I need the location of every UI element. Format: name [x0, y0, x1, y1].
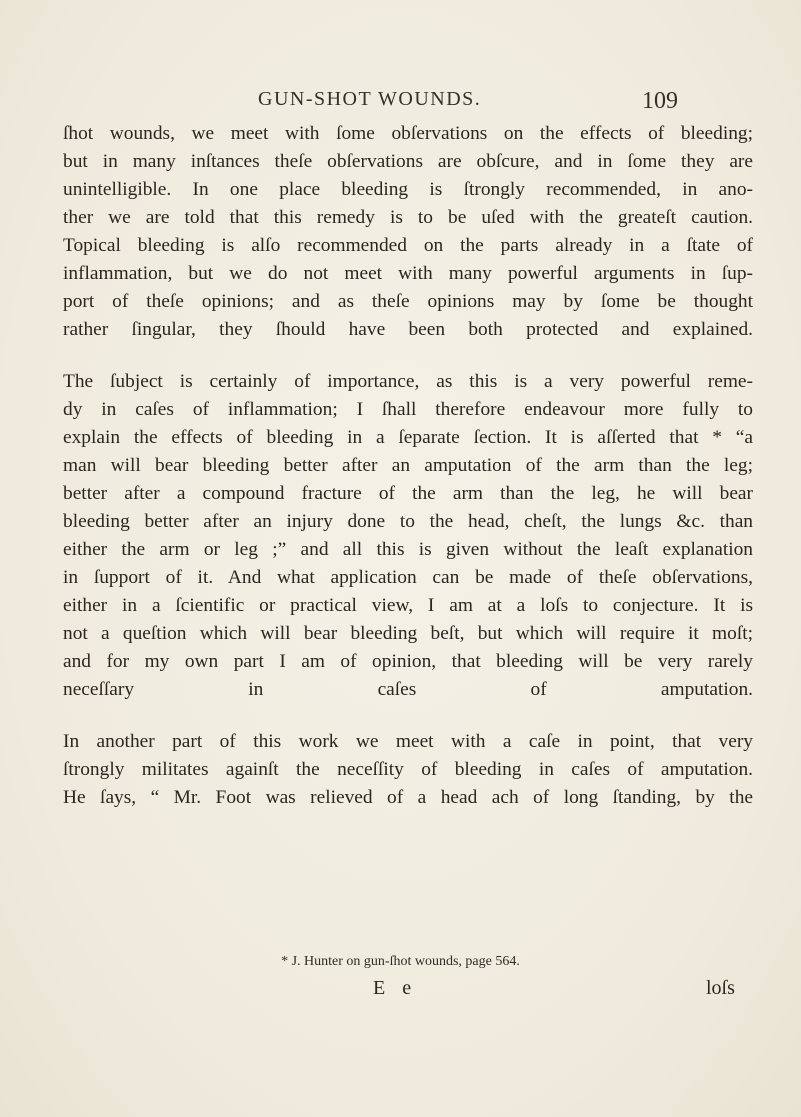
text-line: ſtrongly militates againſt the neceſſity of bleeding in caſes of amputation.	[63, 759, 753, 780]
paragraph-gap	[63, 704, 753, 728]
text-line: and for my own part I am of opinion, that bleeding will be very rarely	[63, 651, 753, 672]
page-footer	[0, 977, 801, 1007]
paragraph	[63, 728, 753, 812]
text-line: dy in caſes of inflammation; I ſhall therefore endeavour more fully to	[63, 399, 753, 420]
text-line: in ſupport of it. And what application can be made of theſe obſervations,	[63, 567, 753, 588]
text-line: either in a ſcientific or practical view, I am at a loſs to conjecture. It is	[63, 595, 753, 616]
text-line: inflammation, but we do not meet with many powerful arguments in ſup-	[63, 263, 753, 284]
text-line: better after a compound fracture of the arm than the leg, he will bear	[63, 483, 753, 504]
text-line: either the arm or leg ;” and all this is given without the leaſt explanation	[63, 539, 753, 560]
text-line: unintelligible. In one place bleeding is ſtrongly recommended, in ano-	[63, 179, 753, 200]
text-line: Topical bleeding is alſo recommended on the parts already in a ſtate of	[63, 235, 753, 256]
text-line: rather ſingular, they ſhould have been both protected and explained.	[63, 319, 753, 340]
text-line: port of theſe opinions; and as theſe opinions may by ſome be thought	[63, 291, 753, 312]
text-line: man will bear bleeding better after an amputation of the arm than the leg;	[63, 455, 753, 476]
paragraph	[63, 120, 753, 344]
text-line: ſhot wounds, we meet with ſome obſervations on the effects of bleeding;	[63, 123, 753, 144]
running-head: GUN-SHOT WOUNDS.	[258, 88, 482, 110]
text-line: He ſays, “ Mr. Foot was relieved of a head ach of long ſtanding, by the	[63, 787, 753, 808]
text-line: not a queſtion which will bear bleeding beſt, but which will require it moſt;	[63, 623, 753, 644]
page-number: 109	[642, 88, 678, 114]
text-line: but in many inſtances theſe obſervations are obſcure, and in ſome they are	[63, 151, 753, 172]
footnote: * J. Hunter on gun-ſhot wounds, page 564.	[281, 954, 520, 969]
text-line: explain the effects of bleeding in a ſeparate ſection. It is aſſerted that * “a	[63, 427, 753, 448]
paragraph-gap	[63, 344, 753, 368]
text-line: The ſubject is certainly of importance, as this is a very powerful reme-	[63, 371, 753, 392]
page-header	[258, 88, 678, 118]
body-text	[63, 120, 753, 812]
text-line: neceſſary in caſes of amputation.	[63, 679, 753, 700]
text-line: bleeding better after an injury done to the head, cheſt, the lungs &c. than	[63, 511, 753, 532]
signature-mark: E e	[373, 977, 418, 999]
text-line: ther we are told that this remedy is to be uſed with the greateſt caution.	[63, 207, 753, 228]
catchword: loſs	[706, 977, 735, 999]
text-line: In another part of this work we meet with a caſe in point, that very	[63, 731, 753, 752]
paragraph	[63, 368, 753, 704]
